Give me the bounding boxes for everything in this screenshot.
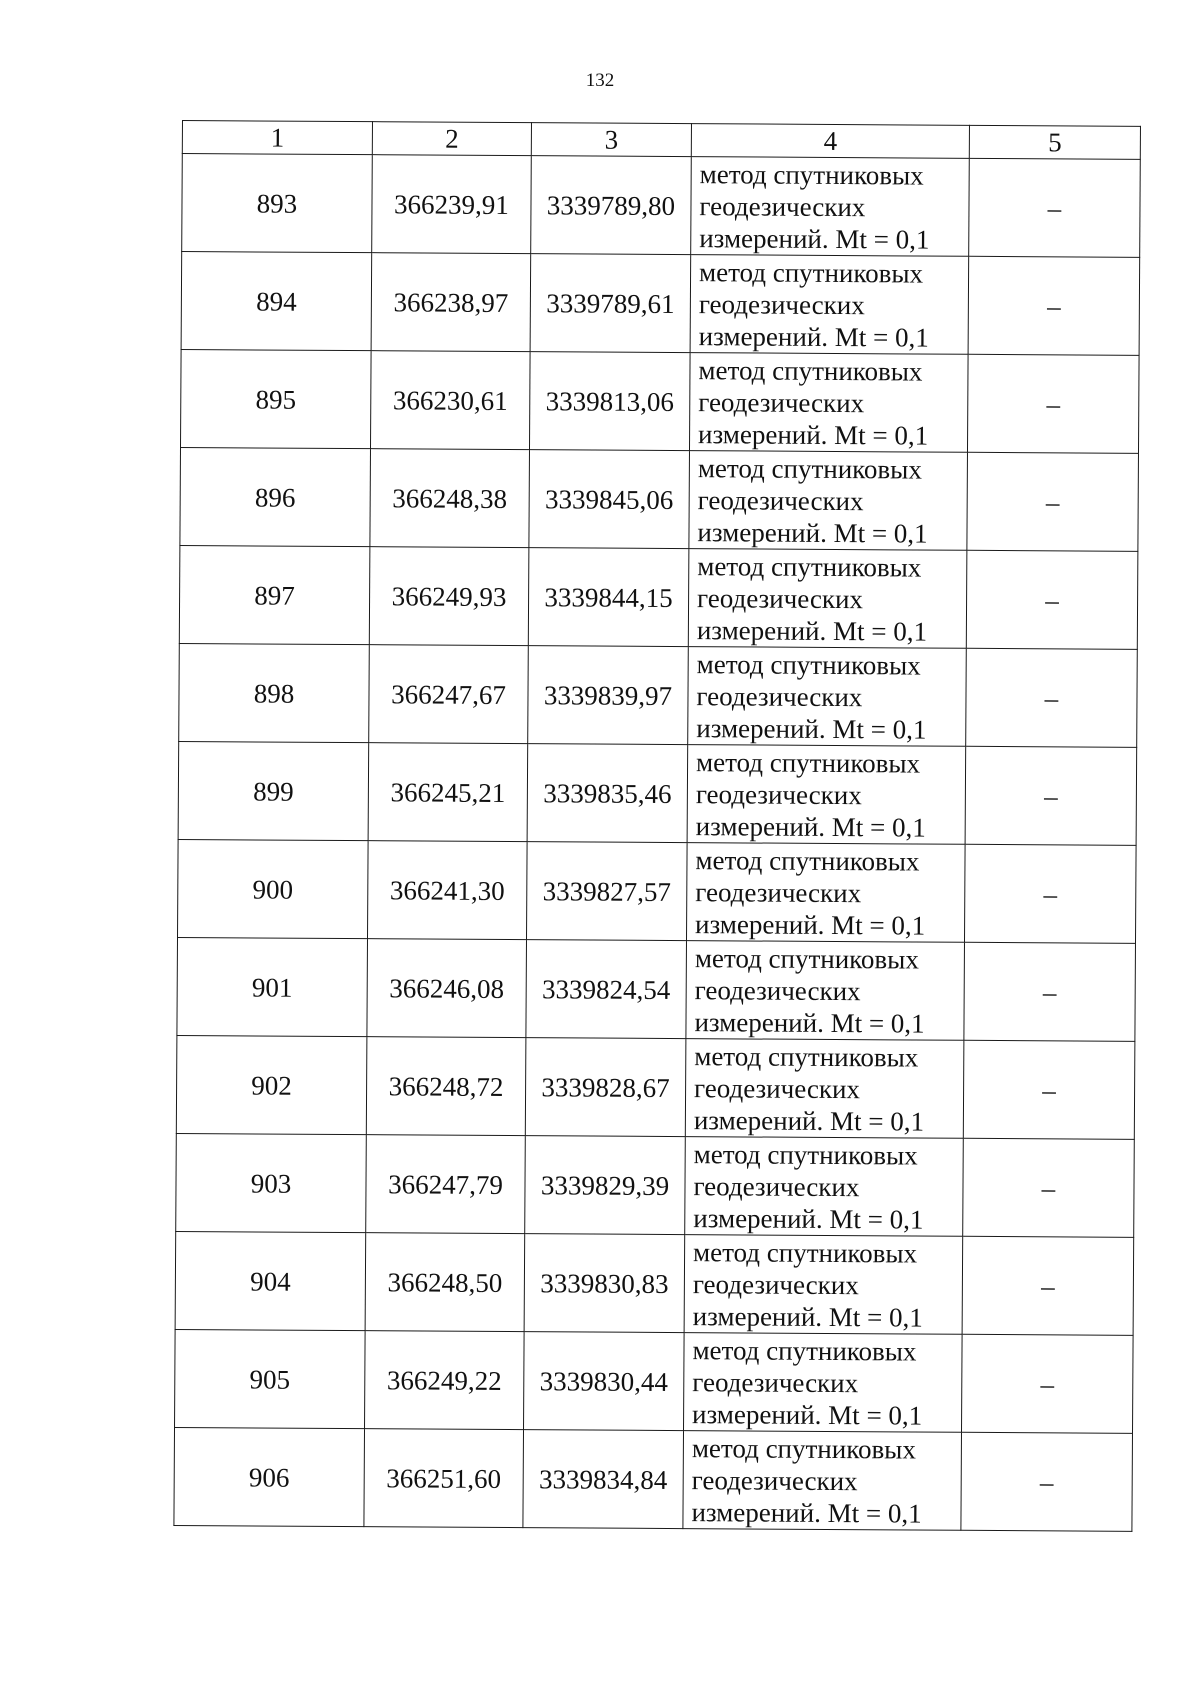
method-line-3: измерений. Mt = 0,1 xyxy=(699,222,930,255)
table-row xyxy=(178,839,1137,943)
method-line-1: метод спутниковых xyxy=(695,746,921,779)
y-coordinate-cell: 3339845,06 xyxy=(529,450,690,549)
y-coordinate-cell: 3339844,15 xyxy=(528,548,689,647)
method-cell xyxy=(684,1333,963,1433)
note-cell: – xyxy=(966,648,1138,747)
y-coordinate-cell: 3339789,61 xyxy=(530,254,691,353)
table-row xyxy=(181,252,1140,356)
x-coordinate-cell: 366238,97 xyxy=(371,253,531,352)
table-row xyxy=(180,447,1139,551)
x-coordinate-cell: 366230,61 xyxy=(370,351,530,450)
method-line-3: измерений. Mt = 0,1 xyxy=(696,614,928,647)
note-cell: – xyxy=(966,550,1138,649)
method-line-2: геодезических xyxy=(693,1170,860,1202)
column-header-5: 5 xyxy=(969,125,1140,159)
note-cell: – xyxy=(967,452,1139,551)
y-coordinate-cell: 3339830,44 xyxy=(524,1332,685,1431)
point-number-cell: 901 xyxy=(177,937,368,1036)
method-line-3: измерений. Mt = 0,1 xyxy=(696,712,927,745)
y-coordinate-cell: 3339835,46 xyxy=(527,744,688,843)
page-number: 132 xyxy=(585,70,615,91)
method-line-3: измерений. Mt = 0,1 xyxy=(691,1496,922,1529)
table-row xyxy=(178,741,1137,845)
table-body xyxy=(174,154,1140,1532)
point-number-cell: 900 xyxy=(178,839,369,938)
x-coordinate-cell: 366248,50 xyxy=(365,1233,525,1332)
method-line-1: метод спутниковых xyxy=(694,1040,919,1073)
note-cell: – xyxy=(968,256,1140,355)
method-line-1: метод спутниковых xyxy=(693,1236,918,1269)
table-row xyxy=(182,154,1141,258)
method-line-2: геодезических xyxy=(694,974,861,1006)
point-number-cell: 905 xyxy=(175,1329,366,1428)
method-line-2: геодезических xyxy=(695,778,862,810)
method-line-2: геодезических xyxy=(695,876,862,908)
note-cell: – xyxy=(961,1432,1133,1531)
method-line-2: геодезических xyxy=(698,288,865,320)
method-line-3: измерений. Mt = 0,1 xyxy=(695,810,926,843)
method-line-1: метод спутниковых xyxy=(692,1334,917,1367)
table-row xyxy=(180,349,1139,453)
point-number-cell: 903 xyxy=(176,1133,367,1232)
method-cell xyxy=(689,353,968,453)
column-header-1: 1 xyxy=(182,121,372,155)
method-line-2: геодезических xyxy=(699,190,866,222)
note-cell: – xyxy=(964,844,1136,943)
method-line-1: метод спутниковых xyxy=(699,158,924,191)
y-coordinate-cell: 3339789,80 xyxy=(531,156,692,255)
note-cell: – xyxy=(964,942,1136,1041)
method-line-2: геодезических xyxy=(691,1464,858,1496)
y-coordinate-cell: 3339830,83 xyxy=(524,1234,685,1333)
point-number-cell: 897 xyxy=(179,545,370,644)
method-cell xyxy=(686,941,965,1041)
point-number-cell: 893 xyxy=(182,154,373,253)
x-coordinate-cell: 366245,21 xyxy=(368,743,528,842)
y-coordinate-cell: 3339813,06 xyxy=(529,352,690,451)
method-cell xyxy=(689,451,968,551)
method-line-3: измерений. Mt = 0,1 xyxy=(697,516,928,549)
table-row xyxy=(175,1231,1134,1335)
method-line-1: метод спутниковых xyxy=(693,1138,918,1171)
method-line-1: метод спутниковых xyxy=(696,648,921,681)
method-line-3: измерений. Mt = 0,1 xyxy=(693,1104,925,1137)
method-cell xyxy=(690,255,969,355)
table-row xyxy=(176,1133,1135,1237)
method-cell xyxy=(685,1137,964,1237)
point-number-cell: 896 xyxy=(180,447,371,546)
point-number-cell: 902 xyxy=(176,1035,367,1134)
note-cell: – xyxy=(962,1236,1134,1335)
method-line-3: измерений. Mt = 0,1 xyxy=(695,908,926,941)
method-line-1: метод спутниковых xyxy=(698,256,924,289)
method-line-3: измерений. Mt = 0,1 xyxy=(692,1300,923,1333)
method-line-2: геодезических xyxy=(698,386,865,418)
x-coordinate-cell: 366241,30 xyxy=(368,841,528,940)
table-row xyxy=(179,643,1138,747)
method-line-2: геодезических xyxy=(697,484,864,516)
y-coordinate-cell: 3339827,57 xyxy=(526,842,687,941)
method-line-3: измерений. Mt = 0,1 xyxy=(693,1202,924,1235)
method-cell xyxy=(686,843,965,943)
x-coordinate-cell: 366251,60 xyxy=(364,1429,524,1528)
method-line-2: геодезических xyxy=(696,680,863,712)
method-line-1: метод спутниковых xyxy=(694,942,919,975)
method-line-2: геодезических xyxy=(697,582,864,614)
method-line-1: метод спутниковых xyxy=(697,550,922,583)
method-line-2: геодезических xyxy=(694,1072,861,1104)
table-row xyxy=(179,545,1138,649)
point-number-cell: 906 xyxy=(174,1427,365,1526)
x-coordinate-cell: 366239,91 xyxy=(372,155,532,254)
method-line-1: метод спутниковых xyxy=(698,354,923,387)
method-cell xyxy=(685,1039,964,1139)
x-coordinate-cell: 366247,67 xyxy=(369,645,529,744)
method-line-3: измерений. Mt = 0,1 xyxy=(698,418,929,451)
method-cell xyxy=(684,1235,963,1335)
point-number-cell: 899 xyxy=(178,741,369,840)
method-cell xyxy=(688,549,967,649)
method-line-3: измерений. Mt = 0,1 xyxy=(698,320,929,353)
column-header-2: 2 xyxy=(372,122,531,156)
x-coordinate-cell: 366249,22 xyxy=(365,1331,525,1430)
y-coordinate-cell: 3339829,39 xyxy=(525,1136,686,1235)
table-row xyxy=(174,1427,1133,1531)
note-cell: – xyxy=(967,354,1139,453)
note-cell: – xyxy=(969,158,1141,257)
column-header-3: 3 xyxy=(531,123,691,157)
note-cell: – xyxy=(963,1040,1135,1139)
column-header-4: 4 xyxy=(691,124,969,159)
x-coordinate-cell: 366249,93 xyxy=(369,547,529,646)
x-coordinate-cell: 366248,72 xyxy=(366,1037,526,1136)
method-line-2: геодезических xyxy=(692,1366,859,1398)
y-coordinate-cell: 3339834,84 xyxy=(523,1430,684,1529)
y-coordinate-cell: 3339824,54 xyxy=(526,940,687,1039)
method-cell xyxy=(683,1431,962,1531)
method-line-1: метод спутниковых xyxy=(697,452,922,485)
y-coordinate-cell: 3339828,67 xyxy=(525,1038,686,1137)
point-number-cell: 895 xyxy=(180,349,371,448)
method-line-2: геодезических xyxy=(692,1268,859,1300)
note-cell: – xyxy=(963,1138,1135,1237)
method-line-1: метод спутниковых xyxy=(695,844,920,877)
x-coordinate-cell: 366247,79 xyxy=(366,1135,526,1234)
x-coordinate-cell: 366248,38 xyxy=(370,449,530,548)
x-coordinate-cell: 366246,08 xyxy=(367,939,527,1038)
method-cell xyxy=(691,157,970,257)
note-cell: – xyxy=(961,1334,1133,1433)
table-row xyxy=(177,937,1136,1041)
point-number-cell: 904 xyxy=(175,1231,366,1330)
table-row xyxy=(176,1035,1135,1139)
method-line-3: измерений. Mt = 0,1 xyxy=(692,1398,923,1431)
method-cell xyxy=(688,647,967,747)
method-cell xyxy=(687,745,966,845)
table-row xyxy=(175,1329,1134,1433)
point-number-cell: 894 xyxy=(181,252,372,351)
y-coordinate-cell: 3339839,97 xyxy=(528,646,689,745)
coordinates-table xyxy=(173,120,1141,1532)
method-line-3: измерений. Mt = 0,1 xyxy=(694,1006,925,1039)
note-cell: – xyxy=(965,746,1137,845)
method-line-1: метод спутниковых xyxy=(691,1432,916,1465)
point-number-cell: 898 xyxy=(179,643,370,742)
